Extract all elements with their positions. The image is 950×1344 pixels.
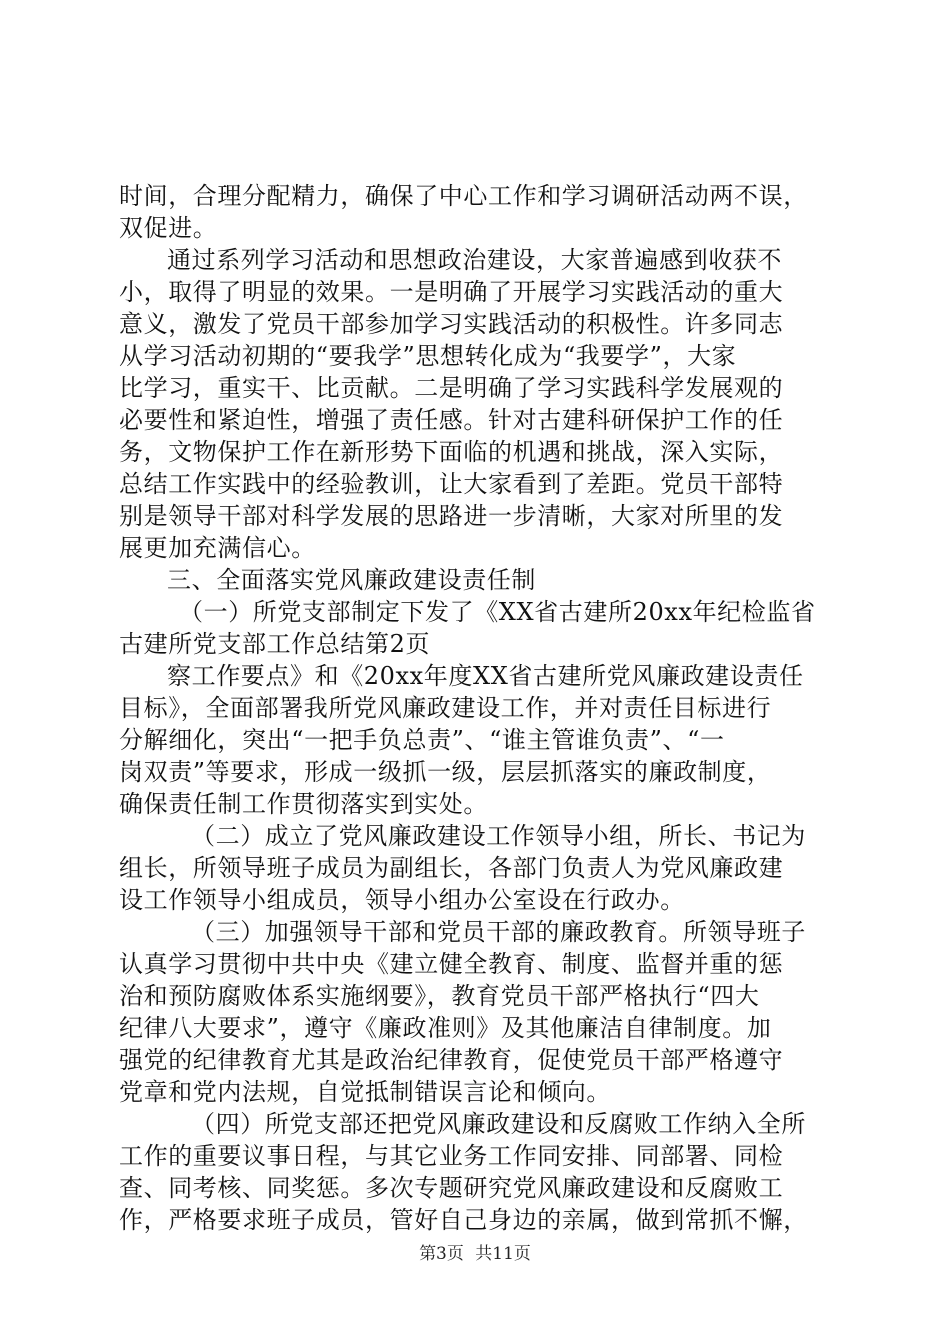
text-line: 党章和党内法规，自觉抵制错误言论和倾向。 <box>119 1078 611 1106</box>
page-number: 第3页 <box>419 1244 464 1264</box>
text-line: 从学习活动初期的“要我学”思想转化成为“我要学”，大家 <box>119 342 737 370</box>
text-line: 纪律八大要求”，遵守《廉政准则》及其他廉洁自律制度。加 <box>119 1014 772 1042</box>
text-line: 分解细化，突出“一把手负总责”、“谁主管谁负责”、“一 <box>119 726 725 754</box>
text-line: 强党的纪律教育尤其是政治纪律教育，促使党员干部严格遵守 <box>119 1046 784 1074</box>
text-line: 务，文物保护工作在新形势下面临的机遇和挑战，深入实际， <box>119 438 784 466</box>
text-line: 确保责任制工作贯彻落实到实处。 <box>119 790 488 818</box>
paragraph-start-line: （四）所党支部还把党风廉政建设和反腐败工作纳入全所 <box>191 1110 806 1138</box>
document-body <box>119 180 835 1236</box>
text-line: 认真学习贯彻中共中央《建立健全教育、制度、监督并重的惩 <box>119 950 784 978</box>
text-line: 古建所党支部工作总结第2页 <box>119 630 431 658</box>
paragraph-start-line: 通过系列学习活动和思想政治建设，大家普遍感到收获不 <box>167 246 782 274</box>
text-line: 展更加充满信心。 <box>119 534 316 562</box>
text-line: 组长，所领导班子成员为副组长，各部门负责人为党风廉政建 <box>119 854 784 882</box>
text-line: 工作的重要议事日程，与其它业务工作同安排、同部署、同检 <box>119 1142 784 1170</box>
paragraph-start-line: （一）所党支部制定下发了《XX省古建所20xx年纪检监省 <box>179 598 816 626</box>
text-line: 目标》，全面部署我所党风廉政建设工作，并对责任目标进行 <box>119 694 772 722</box>
text-line: 双促进。 <box>119 214 218 242</box>
text-line: 意义，激发了党员干部参加学习实践活动的积极性。许多同志 <box>119 310 784 338</box>
text-line: 别是领导干部对科学发展的思路进一步清晰，大家对所里的发 <box>119 502 784 530</box>
paragraph-start-line: （三）加强领导干部和党员干部的廉政教育。所领导班子 <box>191 918 806 946</box>
section-heading: 三、全面落实党风廉政建设责任制 <box>167 566 536 594</box>
text-line: 作，严格要求班子成员，管好自己身边的亲属，做到常抓不懈， <box>119 1206 808 1234</box>
text-line: 查、同考核、同奖惩。多次专题研究党风廉政建设和反腐败工 <box>119 1174 784 1202</box>
text-line: 必要性和紧迫性，增强了责任感。针对古建科研保护工作的任 <box>119 406 784 434</box>
paragraph-start-line: （二）成立了党风廉政建设工作领导小组，所长、书记为 <box>191 822 806 850</box>
text-line: 设工作领导小组成员，领导小组办公室设在行政办。 <box>119 886 685 914</box>
text-line: 总结工作实践中的经验教训，让大家看到了差距。党员干部特 <box>119 470 784 498</box>
text-line: 治和预防腐败体系实施纲要》，教育党员干部严格执行“四大 <box>119 982 760 1010</box>
text-line: 比学习，重实干、比贡献。二是明确了学习实践科学发展观的 <box>119 374 784 402</box>
text-line: 岗双责”等要求，形成一级抓一级，层层抓落实的廉政制度， <box>119 758 772 786</box>
text-line: 时间，合理分配精力，确保了中心工作和学习调研活动两不误， <box>119 182 808 210</box>
page-total: 共11页 <box>475 1244 531 1264</box>
text-line: 察工作要点》和《20xx年度XX省古建所党风廉政建设责任 <box>167 662 804 690</box>
text-line: 小，取得了明显的效果。一是明确了开展学习实践活动的重大 <box>119 278 784 306</box>
page-footer <box>0 1243 950 1265</box>
